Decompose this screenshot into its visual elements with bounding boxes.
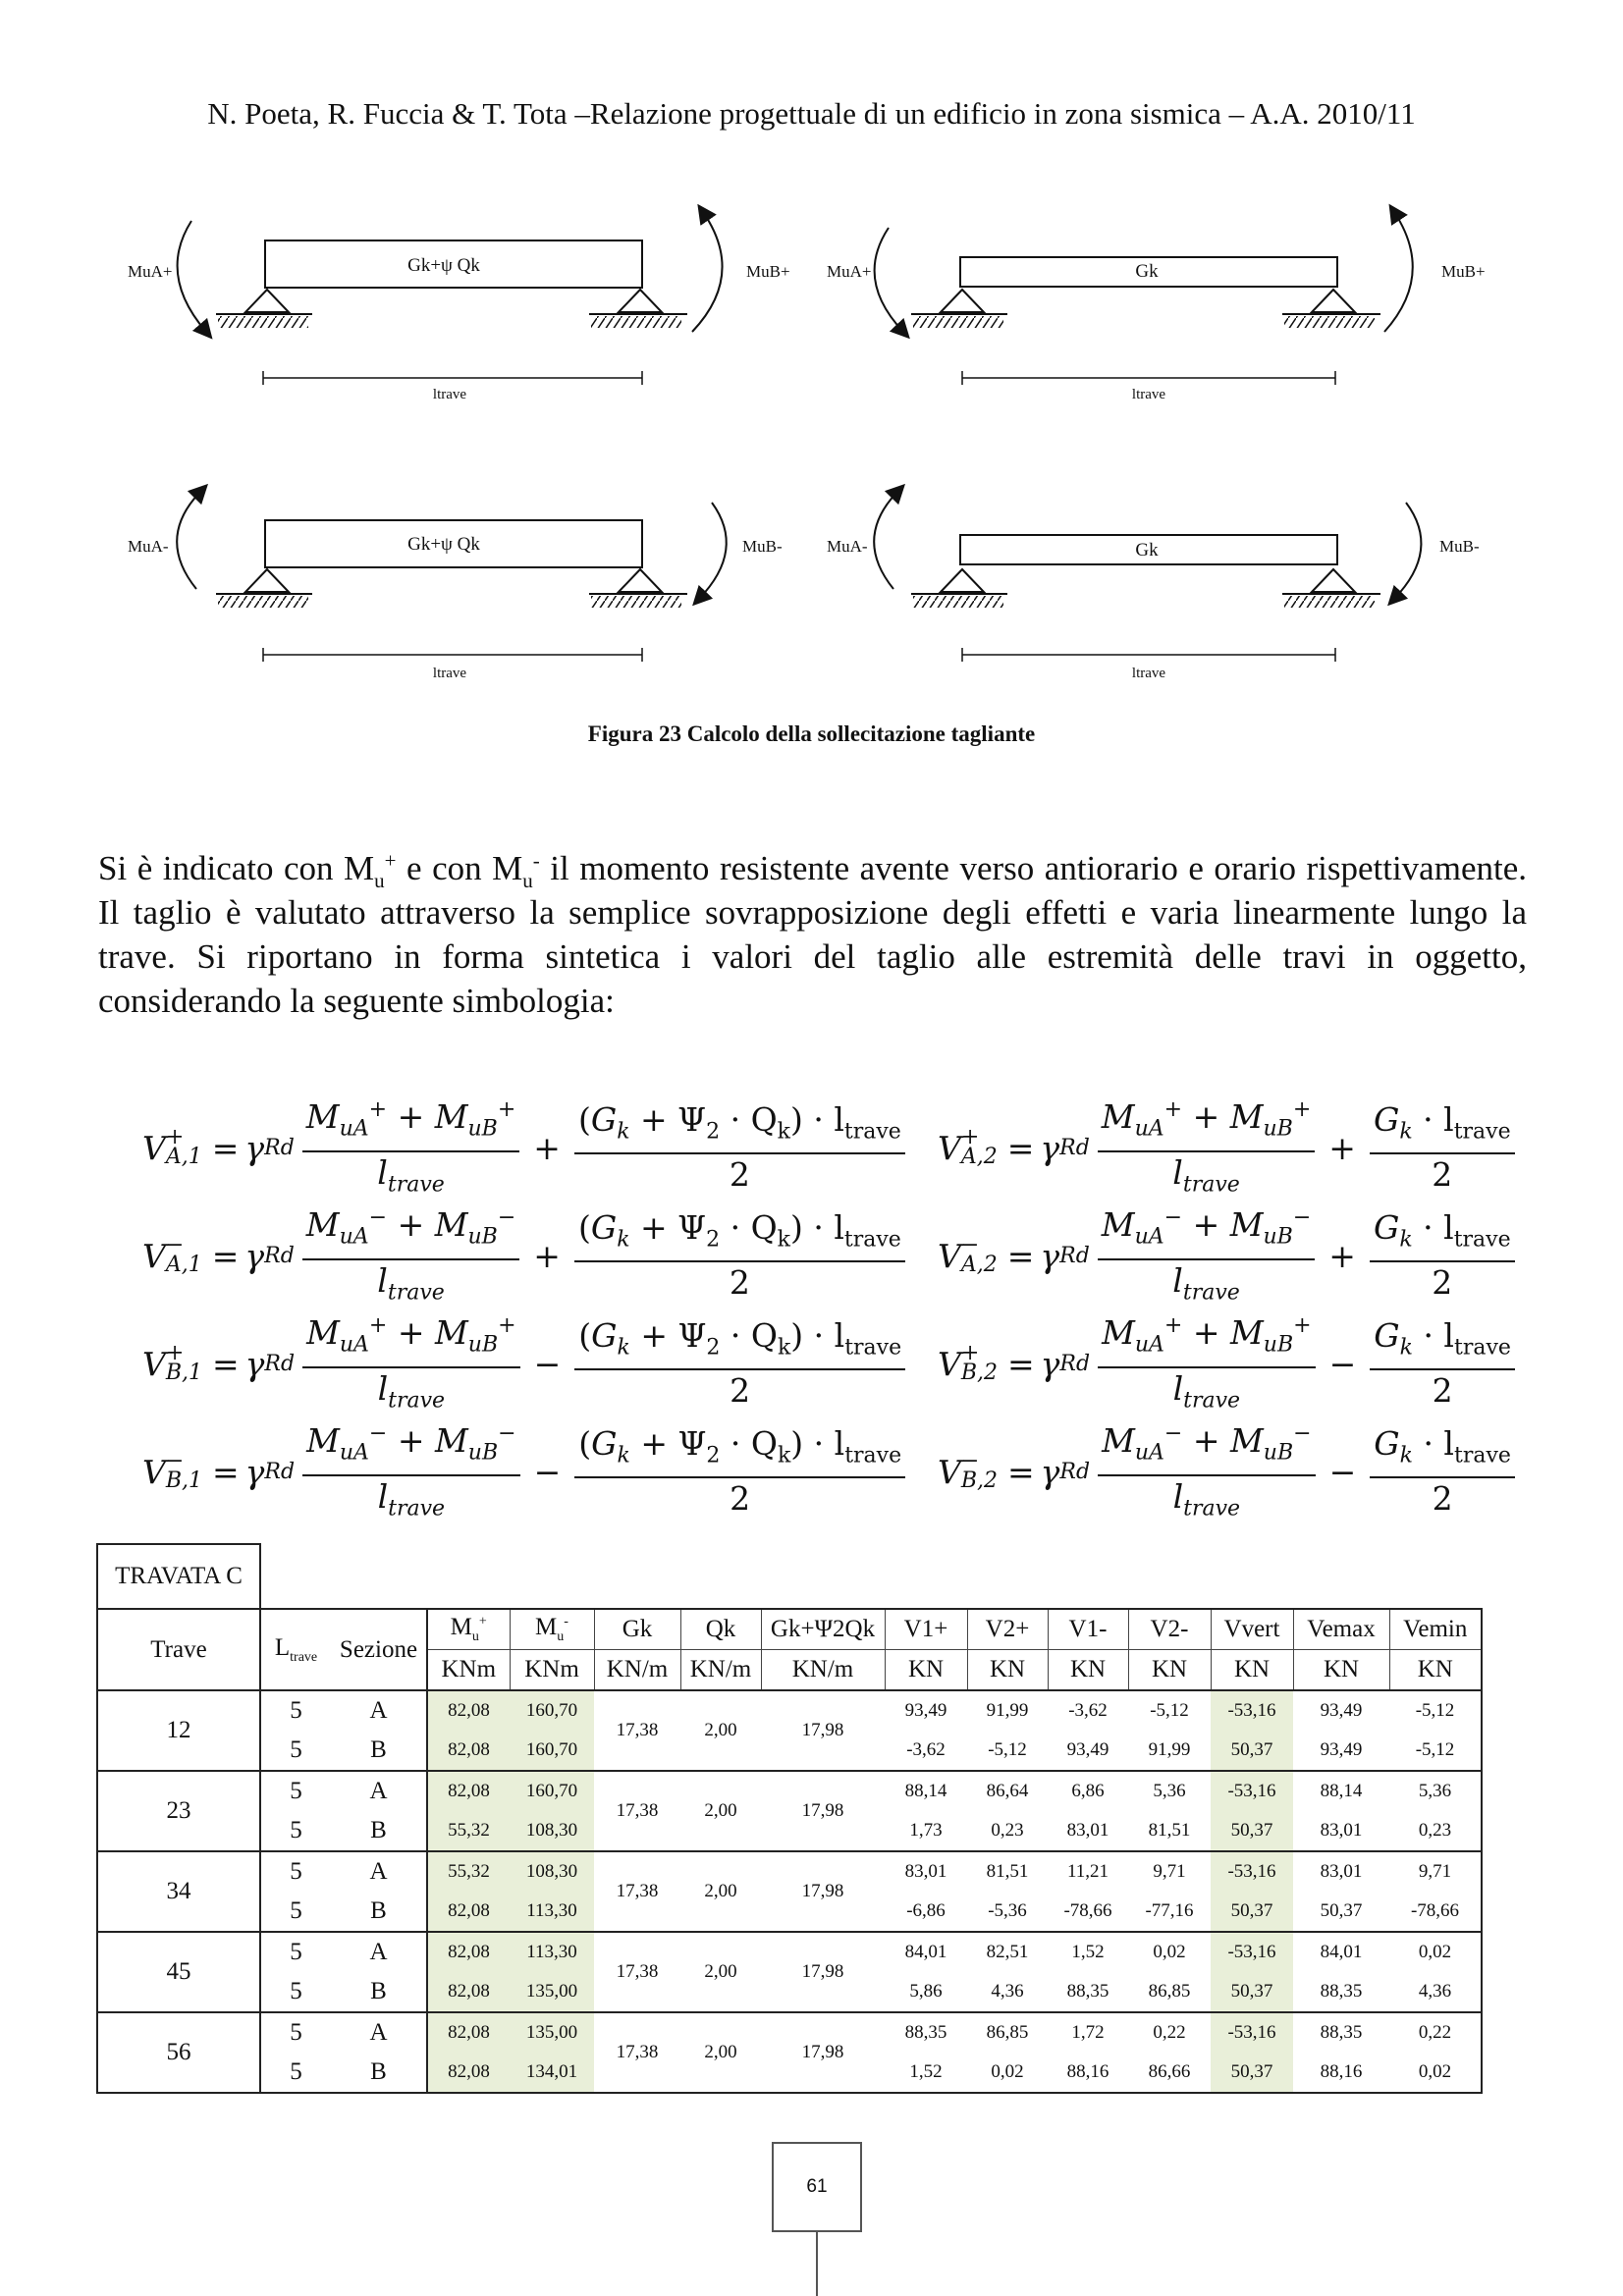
qk-cell: 2,00 <box>680 1851 761 1932</box>
mu-minus-cell: 108,30 <box>510 1811 594 1851</box>
v1m-cell: 1,52 <box>1048 1932 1128 1972</box>
qk-cell: 2,00 <box>680 2012 761 2093</box>
mu-minus-cell: 113,30 <box>510 1932 594 1972</box>
page-number: 61 <box>772 2142 862 2232</box>
sezione-cell: A <box>331 1932 427 1972</box>
v2m-cell: 9,71 <box>1128 1851 1211 1892</box>
mu-minus-cell: 160,70 <box>510 1771 594 1811</box>
ltrave-cell: 5 <box>260 2012 331 2053</box>
v2p-cell: 86,85 <box>967 2012 1048 2053</box>
mu-minus-cell: 134,01 <box>510 2053 594 2093</box>
gk-cell: 17,38 <box>594 1771 680 1851</box>
travata-table <box>96 1543 1483 2094</box>
v2p-cell: 91,99 <box>967 1690 1048 1731</box>
shear-formula: V − B,2 = γ Rd $\frac{M_{uA}^- + M_{uB}^-}{l_{trave}}$ − $\frac{G_k \cdot l_{trave}}{2}$ <box>938 1414 1523 1529</box>
col-v2p: V2+ <box>967 1609 1048 1650</box>
col-v1m: V1- <box>1048 1609 1128 1650</box>
moment-label: MuA- <box>128 537 169 556</box>
sezione-cell: B <box>331 1972 427 2012</box>
trave-id: 45 <box>97 1932 260 2012</box>
v2p-cell: -5,12 <box>988 1739 1027 1760</box>
unit: KN <box>1211 1650 1293 1691</box>
v2m-cell: 5,36 <box>1128 1771 1211 1811</box>
col-gk: Gk <box>594 1609 680 1650</box>
sezione-cell: A <box>331 1771 427 1811</box>
mu-plus-cell: 82,08 <box>427 1771 510 1811</box>
trave-id: 34 <box>97 1851 260 1932</box>
mu-plus-cell: 82,08 <box>427 1892 510 1932</box>
v1p-cell: 83,01 <box>885 1851 967 1892</box>
v1m-cell: 6,86 <box>1048 1771 1128 1811</box>
col-trave: Trave <box>97 1609 260 1690</box>
col-gkpsi: Gk+Ψ2Qk <box>761 1609 885 1650</box>
unit: KNm <box>510 1650 594 1691</box>
v2p-cell: 0,23 <box>991 1820 1024 1841</box>
ltrave-cell: 5 <box>290 1897 302 1924</box>
vemax-cell: 83,01 <box>1293 1851 1389 1892</box>
v1p-cell: 1,73 <box>909 1820 943 1841</box>
beam-diagram-1 <box>128 212 790 402</box>
v2m-cell: 86,85 <box>1148 1981 1191 2002</box>
v2m-cell: 0,22 <box>1128 2012 1211 2053</box>
col-qk: Qk <box>680 1609 761 1650</box>
v2m-cell: -77,16 <box>1145 1900 1194 1921</box>
gkpsi-cell: 17,98 <box>761 1690 885 1771</box>
v1p-cell: 88,35 <box>885 2012 967 2053</box>
v1m-cell: -78,66 <box>1063 1900 1112 1921</box>
trave-id: 56 <box>97 2012 260 2093</box>
qk-cell: 2,00 <box>680 1932 761 2012</box>
unit: KN/m <box>761 1650 885 1691</box>
v1p-cell: -3,62 <box>906 1739 946 1760</box>
gkpsi-cell: 17,98 <box>761 1851 885 1932</box>
v1m-cell: 83,01 <box>1066 1820 1109 1841</box>
v1p-cell: 1,52 <box>885 2053 967 2093</box>
table-row <box>97 1771 1482 1811</box>
vvert-cell: 50,37 <box>1211 1811 1293 1851</box>
mu-plus-cell: 55,32 <box>427 1851 510 1892</box>
vemax-cell: 88,35 <box>1320 1981 1363 2002</box>
vvert-cell: 50,37 <box>1211 2053 1293 2093</box>
v2m-cell: 91,99 <box>1148 1739 1191 1760</box>
v1p-cell: 88,14 <box>885 1771 967 1811</box>
unit: KN <box>1048 1650 1128 1691</box>
vemax-cell: 93,49 <box>1320 1739 1363 1760</box>
ltrave-cell: 5 <box>260 1932 331 1972</box>
ltrave-cell: 5 <box>260 1851 331 1892</box>
col-vemax: Vemax <box>1293 1609 1389 1650</box>
beam-diagram-2 <box>827 212 1486 402</box>
mu-minus-cell: 135,00 <box>510 2012 594 2053</box>
sezione-cell: B <box>331 1811 427 1851</box>
vvert-cell: -53,16 <box>1211 1690 1293 1731</box>
vvert-cell: -53,16 <box>1211 1932 1293 1972</box>
col-mu-minus: $M_u^-$ <box>510 1609 594 1650</box>
vemin-cell: 5,36 <box>1389 1771 1482 1811</box>
gkpsi-cell: 17,98 <box>761 1932 885 2012</box>
vemin-cell: 0,02 <box>1389 1932 1482 1972</box>
figure-caption: Figura 23 Calcolo della sollecitazione tagliante <box>587 721 1036 746</box>
mu-plus-cell: 55,32 <box>427 1811 510 1851</box>
v2p-cell: 81,51 <box>967 1851 1048 1892</box>
sezione-cell: B <box>331 2053 427 2093</box>
vemax-cell: 50,37 <box>1320 1900 1363 1921</box>
table-row <box>97 1851 1482 1892</box>
moment-label: MuA+ <box>827 262 872 281</box>
table-title: TRAVATA C <box>97 1544 260 1609</box>
vemin-cell: 0,23 <box>1389 1811 1482 1851</box>
qk-cell: 2,00 <box>680 1771 761 1851</box>
col-v2m: V2- <box>1128 1609 1211 1650</box>
mu-minus-cell: 113,30 <box>510 1892 594 1932</box>
running-header: N. Poeta, R. Fuccia & T. Tota –Relazione progettuale di un edificio in zona sismica – A.A. 2010/11 <box>207 96 1416 131</box>
mu-plus-cell: 82,08 <box>427 2012 510 2053</box>
vemax-cell: 83,01 <box>1320 1820 1363 1841</box>
col-vemin: Vemin <box>1389 1609 1482 1650</box>
vvert-cell: 50,37 <box>1211 1731 1293 1771</box>
unit: KN <box>1293 1650 1389 1691</box>
page-number-line <box>816 2232 818 2296</box>
span-label: ltrave <box>1131 387 1166 402</box>
shear-formula: V + A,1 = γ Rd $\frac{M_{uA}^+ + M_{uB}^+}{l_{trave}}$ + $\frac{(G_k + \Psi_2 \cdot Q_k) \cdot l_{trave}}{2}$ <box>142 1090 913 1205</box>
ltrave-cell: 5 <box>260 1690 331 1731</box>
vvert-cell: 50,37 <box>1211 1892 1293 1932</box>
beam-diagram-3 <box>128 491 783 681</box>
v2m-cell: 0,02 <box>1128 1932 1211 1972</box>
shear-formula: V + B,2 = γ Rd $\frac{M_{uA}^+ + M_{uB}^+}{l_{trave}}$ − $\frac{G_k \cdot l_{trave}}{2}$ <box>938 1306 1523 1421</box>
vvert-cell: 50,37 <box>1211 1972 1293 2012</box>
trave-id: 23 <box>97 1771 260 1851</box>
vemin-cell: 0,02 <box>1389 2053 1482 2093</box>
mu-plus-cell: 82,08 <box>427 1731 510 1771</box>
mu-minus-cell: 135,00 <box>510 1972 594 2012</box>
v1m-cell: 11,21 <box>1048 1851 1128 1892</box>
beam-diagram-4 <box>827 491 1480 681</box>
ltrave-cell: 5 <box>260 1771 331 1811</box>
mu-minus-cell: 160,70 <box>510 1731 594 1771</box>
v2p-cell: 86,64 <box>967 1771 1048 1811</box>
mu-plus-cell: 82,08 <box>427 2053 510 2093</box>
vemin-cell: 4,36 <box>1389 1972 1482 2012</box>
ltrave-cell: 5 <box>260 2053 331 2093</box>
vemax-cell: 84,01 <box>1293 1932 1389 1972</box>
unit: KN <box>1128 1650 1211 1691</box>
vemin-cell: 0,22 <box>1389 2012 1482 2053</box>
v1m-cell: 1,72 <box>1048 2012 1128 2053</box>
v2m-cell: 86,66 <box>1128 2053 1211 2093</box>
ltrave-cell: 5 <box>290 1978 302 2004</box>
moment-label: MuB- <box>742 537 783 556</box>
v1p-cell: 93,49 <box>885 1690 967 1731</box>
moment-label: MuA- <box>827 537 868 556</box>
unit: KN <box>967 1650 1048 1691</box>
v2m-cell: -5,12 <box>1128 1690 1211 1731</box>
load-label: Gk+ψ Qk <box>407 255 480 276</box>
v2p-cell: -5,36 <box>988 1900 1027 1921</box>
shear-formula: V + A,2 = γ Rd $\frac{M_{uA}^+ + M_{uB}^+}{l_{trave}}$ + $\frac{G_k \cdot l_{trave}}{2}$ <box>938 1090 1523 1205</box>
vemax-cell: 88,16 <box>1293 2053 1389 2093</box>
ltrave-cell: 5 <box>290 1736 302 1763</box>
gkpsi-cell: 17,98 <box>761 2012 885 2093</box>
table-row <box>97 1932 1482 1972</box>
col-v1p: V1+ <box>885 1609 967 1650</box>
gk-cell: 17,38 <box>594 1851 680 1932</box>
vemax-cell: 88,35 <box>1293 2012 1389 2053</box>
sezione-cell: B <box>331 1892 427 1932</box>
vemax-cell: 93,49 <box>1293 1690 1389 1731</box>
gk-cell: 17,38 <box>594 1690 680 1771</box>
vemin-cell: -5,12 <box>1389 1690 1482 1731</box>
vemin-cell: -78,66 <box>1389 1892 1482 1932</box>
vvert-cell: -53,16 <box>1211 2012 1293 2053</box>
sezione-cell: A <box>331 1851 427 1892</box>
trave-id: 12 <box>97 1690 260 1771</box>
moment-label: MuB+ <box>746 262 790 281</box>
v2p-cell: 82,51 <box>967 1932 1048 1972</box>
vvert-cell: -53,16 <box>1211 1771 1293 1811</box>
moment-label: MuB+ <box>1441 262 1486 281</box>
unit: KN <box>885 1650 967 1691</box>
qk-cell: 2,00 <box>680 1690 761 1771</box>
v1m-cell: 88,16 <box>1048 2053 1128 2093</box>
shear-formula: V − A,1 = γ Rd $\frac{M_{uA}^- + M_{uB}^-}{l_{trave}}$ + $\frac{(G_k + \Psi_2 \cdot Q_k) \cdot l_{trave}}{2}$ <box>142 1198 913 1313</box>
v1m-cell: 88,35 <box>1066 1981 1109 2002</box>
span-label: ltrave <box>1131 666 1166 681</box>
vemin-cell: 9,71 <box>1389 1851 1482 1892</box>
col-vvert: Vvert <box>1211 1609 1293 1650</box>
load-label: Gk <box>1135 540 1159 561</box>
load-label: Gk <box>1135 261 1159 282</box>
col-sezione: Sezione <box>331 1609 427 1690</box>
vemax-cell: 88,14 <box>1293 1771 1389 1811</box>
shear-formula: V + B,1 = γ Rd $\frac{M_{uA}^+ + M_{uB}^+}{l_{trave}}$ − $\frac{(G_k + \Psi_2 \cdot Q_k) \cdot l_{trave}}{2}$ <box>142 1306 913 1421</box>
load-label: Gk+ψ Qk <box>407 534 480 555</box>
span-label: ltrave <box>432 387 467 402</box>
body-paragraph: Si è indicato con $M_u^+$ e con $M_u^-$ il momento resistente avente verso antiorario e orario rispettivamente. Il taglio è valutato attraverso la semplice sovrapposizione degli effetti e varia linearmente lungo la trave. Si riportano in forma sintetica i valori del taglio alle estremità delle travi in oggetto, considerando la seguente simbologia: <box>98 848 1527 1020</box>
gk-cell: 17,38 <box>594 1932 680 2012</box>
v2p-cell: 0,02 <box>967 2053 1048 2093</box>
v1p-cell: 84,01 <box>885 1932 967 1972</box>
v1p-cell: 5,86 <box>909 1981 943 2002</box>
v1m-cell: -3,62 <box>1048 1690 1128 1731</box>
v1p-cell: -6,86 <box>906 1900 946 1921</box>
shear-formula: V − B,1 = γ Rd $\frac{M_{uA}^- + M_{uB}^-}{l_{trave}}$ − $\frac{(G_k + \Psi_2 \cdot Q_k) \cdot l_{trave}}{2}$ <box>142 1414 913 1529</box>
col-mu-plus: $M_u^+$ <box>427 1609 510 1650</box>
vemin-cell: -5,12 <box>1389 1731 1482 1771</box>
mu-plus-cell: 82,08 <box>427 1690 510 1731</box>
unit: KNm <box>427 1650 510 1691</box>
sezione-cell: B <box>331 1731 427 1771</box>
mu-plus-cell: 82,08 <box>427 1972 510 2012</box>
sezione-cell: A <box>331 2012 427 2053</box>
mu-plus-cell: 82,08 <box>427 1932 510 1972</box>
gk-cell: 17,38 <box>594 2012 680 2093</box>
v2m-cell: 81,51 <box>1148 1820 1191 1841</box>
sezione-cell: A <box>331 1690 427 1731</box>
unit: KN <box>1389 1650 1482 1691</box>
beam-figure <box>0 0 1623 707</box>
vvert-cell: -53,16 <box>1211 1851 1293 1892</box>
shear-formula: V − A,2 = γ Rd $\frac{M_{uA}^- + M_{uB}^-}{l_{trave}}$ + $\frac{G_k \cdot l_{trave}}{2}$ <box>938 1198 1523 1313</box>
unit: KN/m <box>594 1650 680 1691</box>
v2p-cell: 4,36 <box>991 1981 1024 2002</box>
moment-label: MuB- <box>1439 537 1480 556</box>
col-ltrave: $L_{trave}$ <box>260 1609 331 1690</box>
gkpsi-cell: 17,98 <box>761 1771 885 1851</box>
moment-label: MuA+ <box>128 262 173 281</box>
v1m-cell: 93,49 <box>1066 1739 1109 1760</box>
ltrave-cell: 5 <box>290 1817 302 1843</box>
mu-minus-cell: 108,30 <box>510 1851 594 1892</box>
span-label: ltrave <box>432 666 467 681</box>
table-row <box>97 2012 1482 2053</box>
shear-formulas <box>0 1090 1623 1531</box>
unit: KN/m <box>680 1650 761 1691</box>
mu-minus-cell: 160,70 <box>510 1690 594 1731</box>
table-row <box>97 1690 1482 1731</box>
